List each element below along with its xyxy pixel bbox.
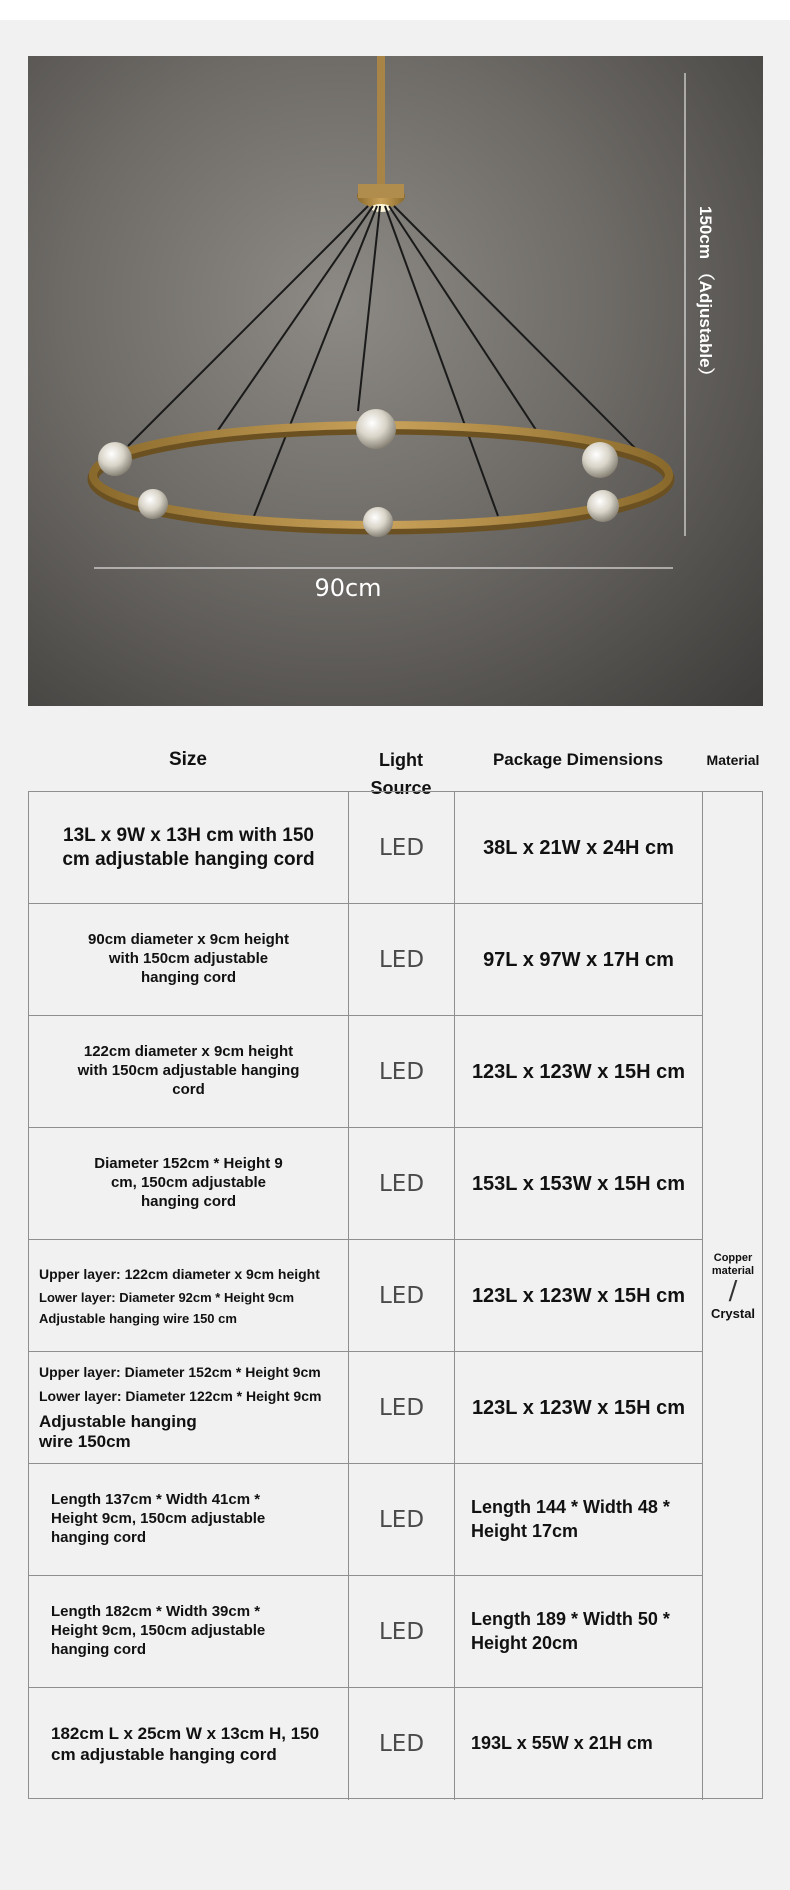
light-text: LED [378,946,425,973]
size-text: 13L x 9W x 13H cm with 150 cm adjustable hanging cord [62,824,315,870]
size-cell [29,1688,349,1800]
light-cell [349,1688,455,1800]
top-strip [0,0,790,20]
table-row [29,792,703,904]
size-text: Length 182cm * Width 39cm * Height 9cm, 150cm adjustable hanging cord [51,1603,266,1658]
size-line: Adjustable hanging wire 150 cm [39,1310,237,1326]
size-text: Length 137cm * Width 41cm * Height 9cm, 150cm adjustable hanging cord [51,1491,266,1546]
light-cell [349,1464,455,1575]
package-cell [455,1688,703,1800]
package-cell [455,1464,703,1575]
package-text: 153L x 153W x 15H cm [471,1172,686,1195]
light-text: LED [378,834,425,861]
table-row [29,1576,703,1688]
light-text: LED [378,1058,425,1085]
size-cell [29,1128,349,1239]
package-text: 123L x 123W x 15H cm [471,1284,686,1307]
light-cell [349,904,455,1015]
size-cell [29,1016,349,1127]
header-size: Size [168,749,208,770]
package-cell [455,1240,703,1351]
package-text: 123L x 123W x 15H cm [471,1396,686,1419]
light-cell [349,1576,455,1687]
table-row [29,1464,703,1576]
header-light-source: Light Source [370,750,432,798]
light-text: LED [378,1506,425,1533]
header-material: Material [706,752,760,768]
height-label: 150cm （Adjustable） [696,206,715,385]
hanging-rod [377,56,385,186]
package-text: 97L x 97W x 17H cm [483,948,674,971]
package-cell [455,904,703,1015]
height-label-wrap [698,206,724,386]
table-row [29,1240,703,1352]
package-text: Length 144 * Width 48 * Height 17cm [471,1497,670,1541]
size-line: Adjustable hanging wire 150cm [39,1411,197,1451]
chandelier-illustration [28,56,763,706]
table-row [29,904,703,1016]
table-row [29,1128,703,1240]
size-lines [39,1266,338,1326]
size-cell [29,1576,349,1687]
size-cell [29,1352,349,1463]
light-cell [349,1016,455,1127]
size-line: Upper layer: Diameter 152cm * Height 9cm [39,1363,321,1380]
size-text: Diameter 152cm * Height 9 cm, 150cm adjustable hanging cord [94,1155,283,1210]
hanging-cables [128,206,638,516]
size-cell [29,904,349,1015]
package-text: 193L x 55W x 21H cm [471,1733,653,1754]
light-cell [349,1240,455,1351]
light-text: LED [378,1170,425,1197]
light-text: LED [378,1282,425,1309]
light-cell [349,792,455,903]
package-text: Length 189 * Width 50 * Height 20cm [471,1609,670,1653]
size-line: Lower layer: Diameter 92cm * Height 9cm [39,1289,295,1305]
table-row [29,1688,703,1800]
package-text: 123L x 123W x 15H cm [471,1060,686,1083]
table-row [29,1352,703,1464]
light-cell [349,1352,455,1463]
package-text: 38L x 21W x 24H cm [483,836,674,859]
package-cell [455,1352,703,1463]
package-cell [455,792,703,903]
size-text: 90cm diameter x 9cm height with 150cm adjustable hanging cord [88,931,289,986]
size-line: Upper layer: 122cm diameter x 9cm height [39,1265,320,1282]
package-cell [455,1016,703,1127]
light-text: LED [378,1731,425,1757]
width-label: 90cm [314,574,382,602]
material-copper: Copper material [711,1252,755,1277]
header-package-dimensions: Package Dimensions [492,750,664,769]
size-cell [29,1240,349,1351]
light-text: LED [378,1618,425,1645]
size-cell [29,1464,349,1575]
material-cell [703,792,763,1798]
size-line: Lower layer: Diameter 122cm * Height 9cm [39,1387,322,1404]
material-crystal: Crystal [710,1305,756,1321]
light-cell [349,1128,455,1239]
size-lines [39,1364,338,1451]
table-row [29,1016,703,1128]
size-cell [29,792,349,903]
package-cell [455,1128,703,1239]
size-text: 182cm L x 25cm W x 13cm H, 150 cm adjustable hanging cord [51,1723,320,1764]
package-cell [455,1576,703,1687]
material-separator: / [728,1276,738,1307]
spec-table [28,791,763,1799]
light-text: LED [378,1394,425,1421]
product-photo [28,56,763,706]
material-block [703,1252,763,1321]
size-text: 122cm diameter x 9cm height with 150cm adjustable hanging cord [77,1043,300,1098]
